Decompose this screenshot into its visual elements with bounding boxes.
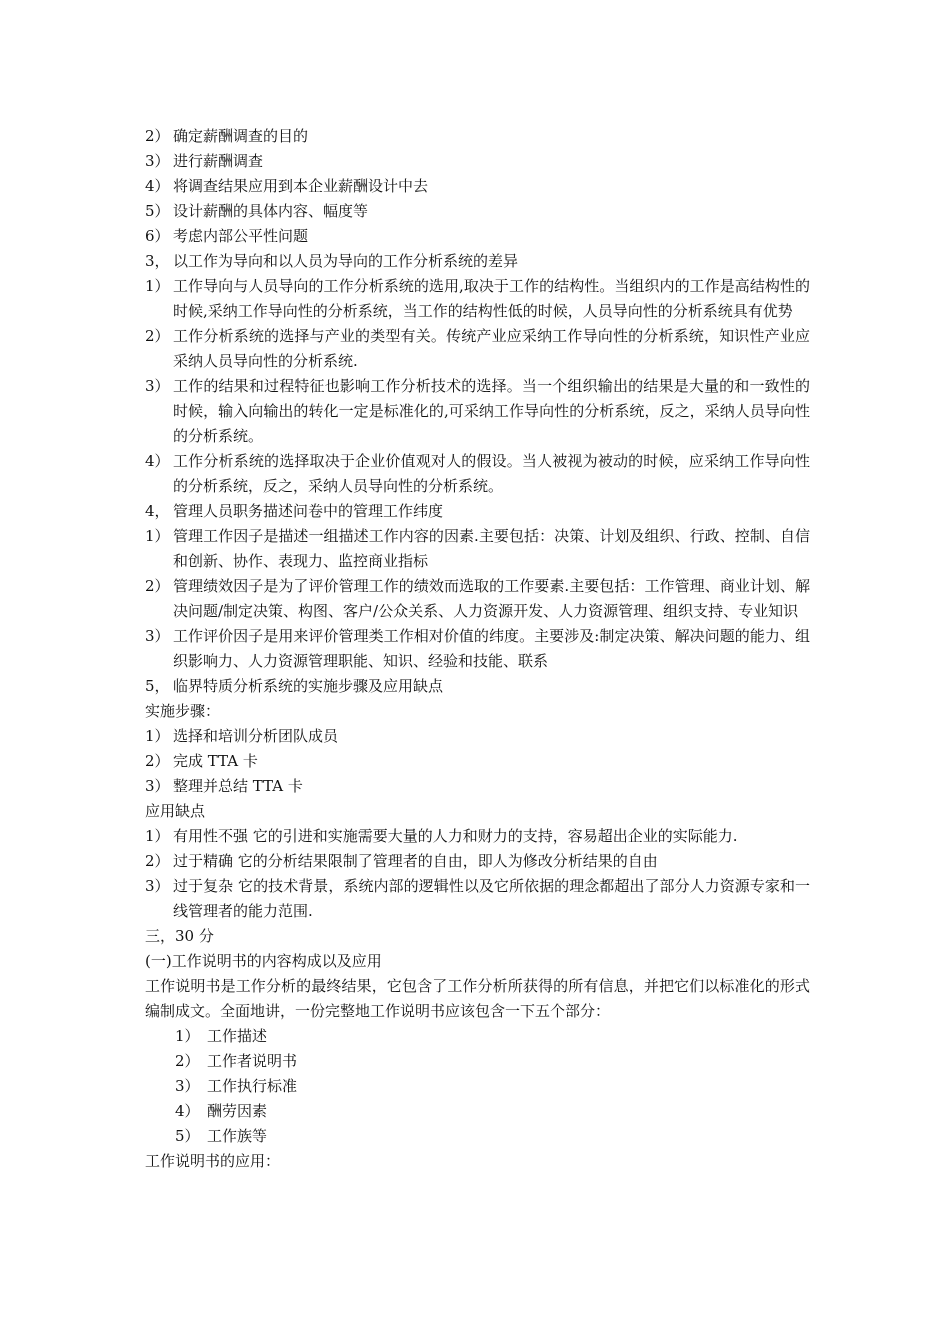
list-item — [145, 149, 810, 174]
item-text: 整理并总结 TTA 卡 — [173, 777, 303, 795]
item-text: 进行薪酬调查 — [173, 152, 264, 170]
list-item — [145, 324, 810, 374]
item-number: 3） — [175, 1077, 200, 1095]
item-text: 工作导向与人员导向的工作分析系统的选用,取决于工作的结构性。当组织内的工作是高结构性的时候,采纳工作导向性的分析系统，当工作的结构性低的时候，人员导向性的分析系统具有优势 — [173, 277, 810, 320]
sub-list-item — [145, 1024, 840, 1049]
sub-list-item — [145, 1074, 840, 1099]
list-item — [145, 224, 810, 249]
item-number: 2） — [145, 852, 170, 870]
section-title: 管理人员职务描述问卷中的管理工作纬度 — [173, 502, 444, 520]
item-text: 工作者说明书 — [207, 1052, 298, 1070]
item-text: 考虑内部公平性问题 — [173, 227, 309, 245]
list-item — [145, 824, 810, 849]
item-number: 4） — [145, 452, 170, 470]
section-heading — [145, 499, 810, 524]
sub-list-item — [145, 1049, 840, 1074]
sub-list-item — [145, 1099, 840, 1124]
section-number: 5， — [145, 677, 170, 695]
item-number: 3） — [145, 877, 170, 895]
list-item — [145, 574, 810, 624]
subsection-heading: (一)工作说明书的内容构成以及应用 — [145, 952, 382, 970]
item-number: 5） — [145, 202, 170, 220]
item-text: 过于复杂 它的技术背景，系统内部的逻辑性以及它所依据的理念都超出了部分人力资源专家和一线管理者的能力范围. — [173, 877, 810, 920]
item-number: 1） — [145, 527, 170, 545]
item-text: 选择和培训分析团队成员 — [173, 727, 339, 745]
item-number: 6） — [145, 227, 170, 245]
item-text: 工作评价因子是用来评价管理类工作相对价值的纬度。主要涉及:制定决策、解决问题的能力、组织影响力、人力资源管理职能、知识、经验和技能、联系 — [173, 627, 810, 670]
list-item — [145, 274, 810, 324]
item-text: 工作分析系统的选择取决于企业价值观对人的假设。当人被视为被动的时候，应采纳工作导向性的分析系统，反之，采纳人员导向性的分析系统。 — [173, 452, 810, 495]
item-number: 2） — [145, 327, 170, 345]
item-number: 3） — [145, 377, 170, 395]
item-number: 2） — [175, 1052, 200, 1070]
item-number: 3） — [145, 152, 170, 170]
list-item — [145, 174, 810, 199]
item-text: 管理绩效因子是为了评价管理工作的绩效而选取的工作要素.主要包括：工作管理、商业计划、解决问题/制定决策、构图、客户/公众关系、人力资源开发、人力资源管理、组织支持、专业知识 — [173, 577, 810, 620]
section-title: 以工作为导向和以人员为导向的工作分析系统的差异 — [173, 252, 519, 270]
item-text: 将调查结果应用到本企业薪酬设计中去 — [173, 177, 429, 195]
list-item — [145, 874, 810, 924]
item-number: 3） — [145, 627, 170, 645]
document-body — [145, 124, 810, 1174]
item-text: 管理工作因子是描述一组描述工作内容的因素.主要包括：决策、计划及组织、行政、控制、自信和创新、协作、表现力、监控商业指标 — [173, 527, 810, 570]
paragraph: 工作说明书是工作分析的最终结果，它包含了工作分析所获得的所有信息，并把它们以标准化的形式编制成文。全面地讲，一份完整地工作说明书应该包含一下五个部分： — [145, 977, 810, 1020]
item-number: 1） — [145, 727, 170, 745]
list-item — [145, 724, 810, 749]
item-number: 1） — [145, 827, 170, 845]
list-item — [145, 199, 810, 224]
item-text: 完成 TTA 卡 — [173, 752, 258, 770]
section-heading — [145, 674, 810, 699]
item-text: 工作族等 — [207, 1127, 268, 1145]
list-item — [145, 449, 810, 499]
list-item — [145, 749, 810, 774]
item-text: 酬劳因素 — [207, 1102, 268, 1120]
list-item — [145, 524, 810, 574]
item-number: 1） — [175, 1027, 200, 1045]
subheading-steps: 实施步骤： — [145, 702, 221, 720]
item-text: 确定薪酬调查的目的 — [173, 127, 309, 145]
item-number: 5） — [175, 1127, 200, 1145]
subheading-drawbacks: 应用缺点 — [145, 802, 206, 820]
item-text: 设计薪酬的具体内容、幅度等 — [173, 202, 369, 220]
list-item — [145, 774, 810, 799]
item-number: 1） — [145, 277, 170, 295]
item-number: 2） — [145, 752, 170, 770]
sub-list-item — [145, 1124, 840, 1149]
item-number: 2） — [145, 127, 170, 145]
item-text: 过于精确 它的分析结果限制了管理者的自由，即人为修改分析结果的自由 — [173, 852, 658, 870]
closing-line: 工作说明书的应用： — [145, 1152, 281, 1170]
section-title: 临界特质分析系统的实施步骤及应用缺点 — [173, 677, 444, 695]
item-text: 工作分析系统的选择与产业的类型有关。传统产业应采纳工作导向性的分析系统，知识性产业应采纳人员导向性的分析系统. — [173, 327, 810, 370]
section-heading — [145, 249, 810, 274]
item-text: 工作描述 — [207, 1027, 268, 1045]
section-number: 4， — [145, 502, 170, 520]
list-item — [145, 849, 810, 874]
item-number: 4） — [175, 1102, 200, 1120]
part-heading: 三，30 分 — [145, 927, 214, 945]
item-number: 3） — [145, 777, 170, 795]
section-number: 3， — [145, 252, 170, 270]
item-number: 2） — [145, 577, 170, 595]
item-text: 工作的结果和过程特征也影响工作分析技术的选择。当一个组织输出的结果是大量的和一致性的时候，输入向输出的转化一定是标准化的,可采纳工作导向性的分析系统，反之，采纳人员导向性的分析系统。 — [173, 377, 810, 445]
list-item — [145, 624, 810, 674]
item-text: 有用性不强 它的引进和实施需要大量的人力和财力的支持，容易超出企业的实际能力. — [173, 827, 738, 845]
item-text: 工作执行标准 — [207, 1077, 298, 1095]
item-number: 4） — [145, 177, 170, 195]
list-item — [145, 124, 810, 149]
list-item — [145, 374, 810, 449]
